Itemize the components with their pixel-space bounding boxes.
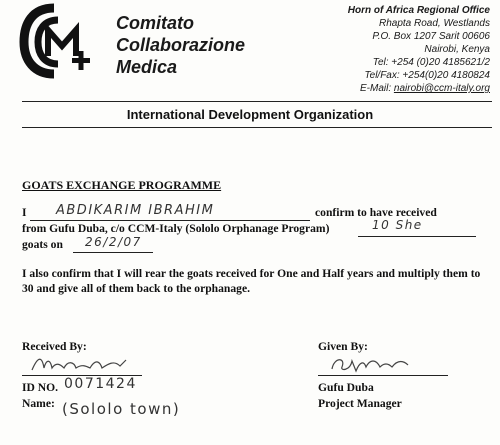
from-text: from Gufu Duba, c/o CCM-Italy (Sololo Orphanage Program): [22, 222, 330, 235]
goats-on-label: goats on: [22, 238, 63, 251]
office-tel: Tel: +254 (0)20 4185621/2: [372, 57, 490, 68]
id-no-label: ID NO.: [22, 381, 59, 394]
org-name-line2: Collaborazione: [116, 35, 246, 55]
confirm-text: confirm to have received: [315, 206, 437, 219]
given-signature-rule: [318, 375, 448, 376]
org-name-line1: Comitato: [116, 13, 194, 33]
heading-top-rule: [22, 101, 492, 102]
recipient-name: ABDIKARIM IBRAHIM: [56, 203, 215, 218]
id-no-value: 0071424: [64, 376, 137, 392]
org-name: [116, 12, 245, 78]
recipient-signature-scribble: [30, 352, 130, 374]
given-by-label: Given By:: [318, 340, 368, 353]
date-line: [73, 237, 153, 253]
office-title: Horn of Africa Regional Office: [347, 5, 490, 16]
received-by-label: Received By:: [22, 340, 87, 353]
office-email-link[interactable]: nairobi@ccm-italy.org: [393, 83, 490, 94]
office-road: Rhapta Road, Westlands: [379, 18, 490, 29]
name-label: Name:: [22, 397, 55, 410]
goat-quantity: 10 She: [372, 218, 423, 232]
office-po: P.O. Box 1207 Sarit 00606: [372, 31, 490, 42]
quantity-line: [358, 218, 476, 237]
name-value: (Sololo town): [62, 400, 181, 418]
giver-name: Gufu Duba: [318, 381, 374, 394]
commitment-paragraph: I also confirm that I will rear the goats received for One and Half years and multiply them to 30 and give all of them back to the orphanage.: [22, 267, 481, 295]
recipient-name-line: [30, 205, 310, 221]
programme-title: GOATS EXCHANGE PROGRAMME: [22, 178, 222, 192]
office-fax: Tel/Fax: +254(0)20 4180824: [364, 70, 490, 81]
office-address: [290, 4, 490, 95]
receipt-date: 26/2/07: [85, 235, 142, 249]
ccm-logo-mark: [18, 2, 96, 82]
heading-bottom-rule: [22, 127, 492, 128]
confirm-i-label: I: [22, 206, 27, 219]
org-heading: International Development Organization: [126, 107, 374, 122]
giver-signature: [328, 353, 418, 375]
giver-title: Project Manager: [318, 397, 402, 410]
recipient-signature: [30, 352, 130, 374]
office-city: Nairobi, Kenya: [424, 44, 490, 55]
org-name-line3: Medica: [116, 57, 178, 77]
ccm-logo: [18, 2, 96, 82]
giver-signature-scribble: [328, 353, 418, 375]
office-email-label: E-Mail:: [359, 83, 394, 94]
office-email-line: [290, 82, 490, 95]
